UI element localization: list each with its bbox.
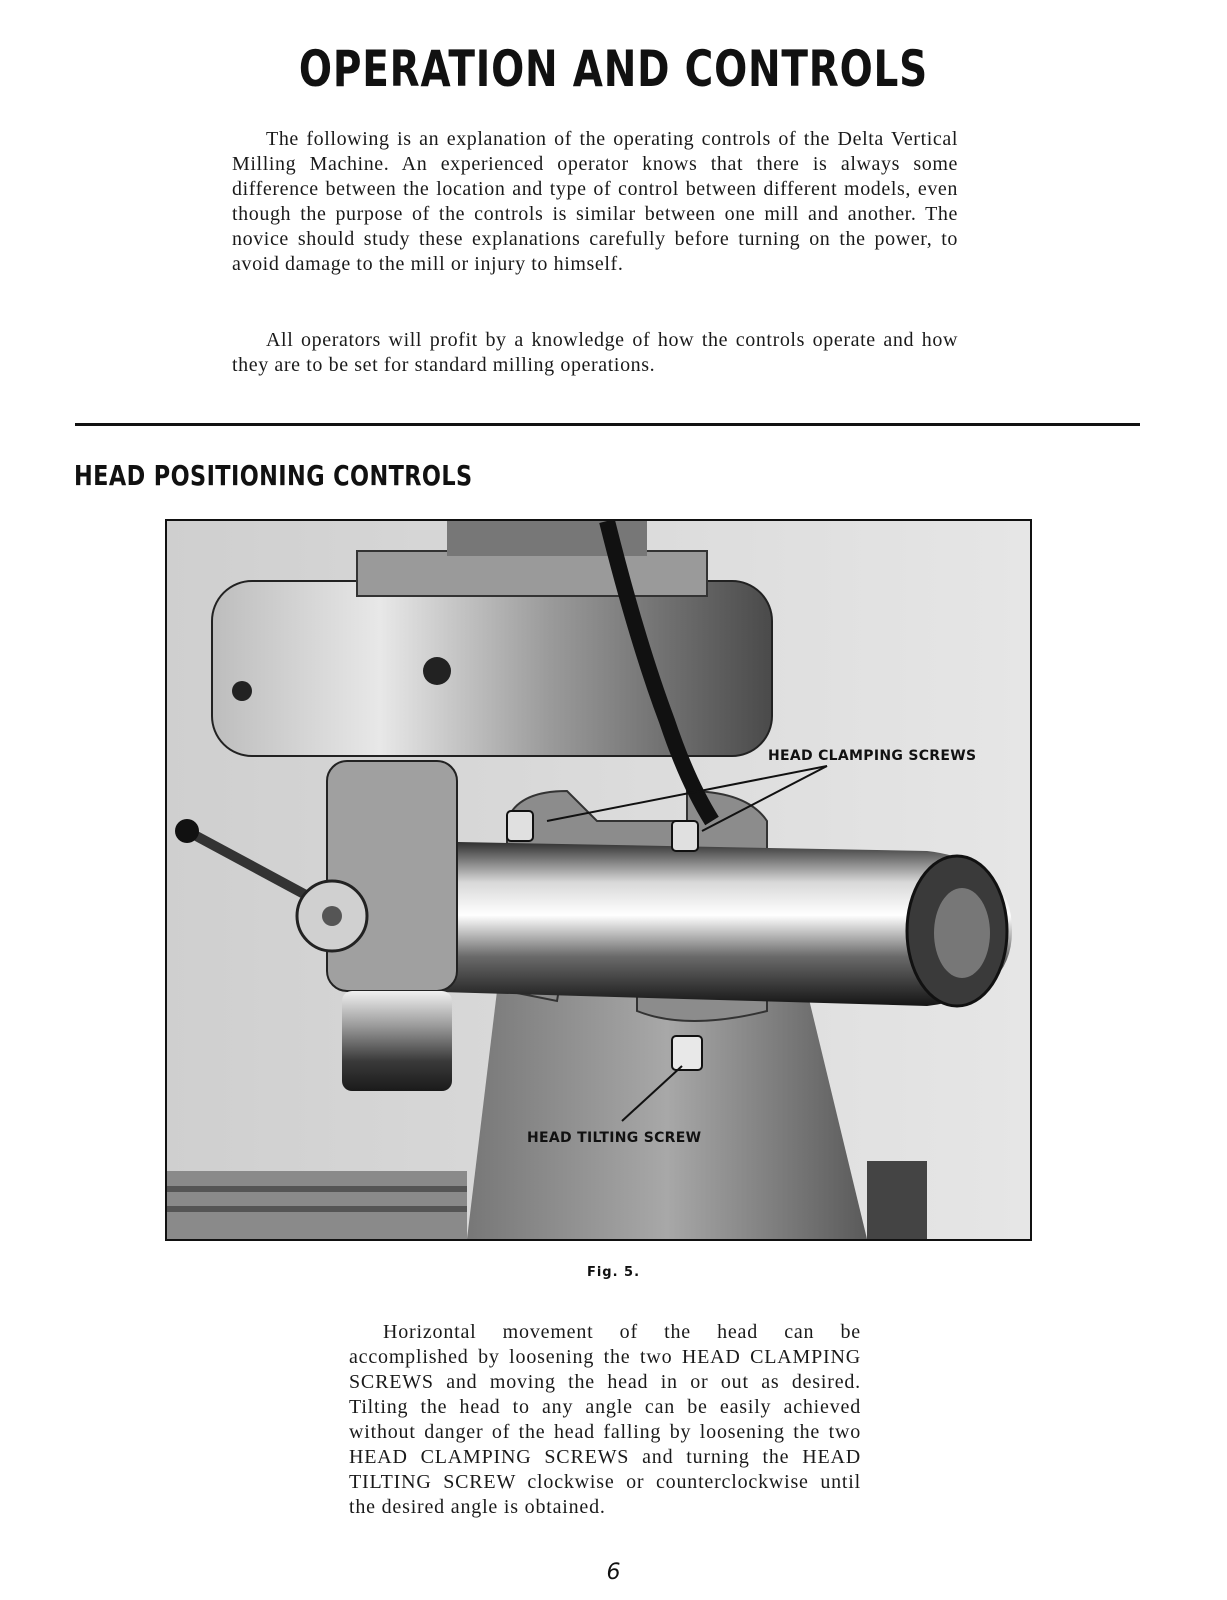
horizontal-divider	[75, 423, 1140, 426]
head-housing	[212, 581, 772, 756]
spindle-quill	[342, 991, 452, 1091]
intro-paragraph-text: All operators will profit by a knowledge of how the controls operate and how they are to be set for standard milling operations.	[232, 329, 958, 376]
head-tilting-screw	[672, 1036, 702, 1070]
quill-housing	[327, 761, 457, 991]
section-heading: HEAD POSITIONING CONTROLS	[74, 459, 473, 492]
figure-photo	[165, 519, 1032, 1241]
page-number: 6	[606, 1560, 621, 1585]
head-clamping-screw	[672, 821, 698, 851]
callout-head-tilting-screw: HEAD TILTING SCREW	[527, 1130, 702, 1146]
intro-paragraph-text: The following is an explanation of the operating controls of the Delta Vertical Milling Machine. An experienced operator knows that there is always some difference between the location and type of control between different models, even though the purpose of the controls is similar between one mill and another. The novice should study these explanations carefully before turning on the power, to avoid damage to the mill or injury to himself.	[232, 128, 958, 275]
callout-head-clamping-screws: HEAD CLAMPING SCREWS	[768, 748, 977, 764]
figure-caption: Fig. 5.	[586, 1265, 641, 1280]
body-paragraph-text: Horizontal movement of the head can be accomplished by loosening the two HEAD CLAMPING SCREWS and moving the head in or out as desired. Tilting the head to any angle can be easily achieved without danger of the head falling by loosening the two HEAD CLAMPING SCREWS and turning the HEAD TILTING SCREW clockwise or counterclockwise until the desired angle is obtained.	[349, 1321, 861, 1518]
intro-paragraph	[232, 328, 958, 378]
page-title: OPERATION AND CONTROLS	[298, 40, 929, 98]
head-clamping-screw	[507, 811, 533, 841]
machine-table	[167, 1171, 467, 1239]
intro-paragraph	[232, 127, 958, 277]
body-paragraph	[349, 1320, 861, 1520]
